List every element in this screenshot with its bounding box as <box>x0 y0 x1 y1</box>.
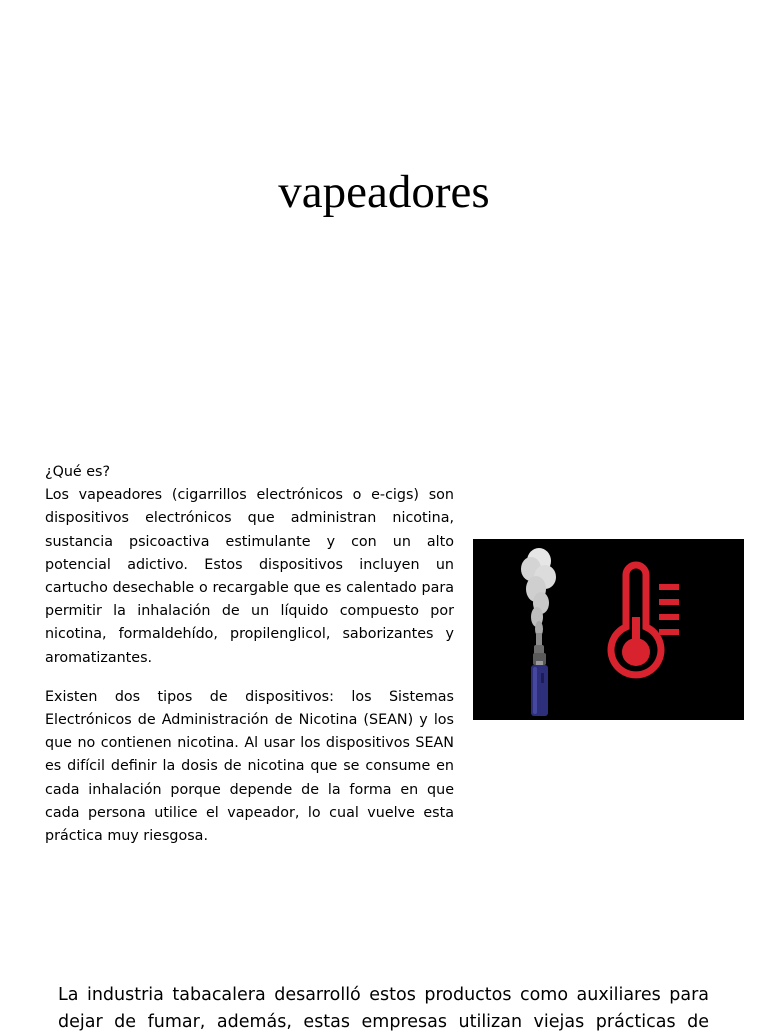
thermometer-icon <box>611 565 679 675</box>
vape-illustration <box>473 539 744 720</box>
question-heading: ¿Qué es? <box>45 464 111 480</box>
page-title: vapeadores <box>278 166 490 218</box>
paragraph-device-types: Existen dos tipos de dispositivos: los Sistemas Electrónicos de Administración de Nicotina (SEAN) y los que no contienen nicotina. Al usar los dispositivos SEAN es difícil definir la dosis de nicotina que se consume en cada inhalación porque depende de la forma en que cada persona utilice el vapeador, lo cual vuelve esta práctica muy riesgosa. <box>45 688 454 845</box>
vapor-cloud-icon <box>521 548 556 637</box>
main-text-column <box>45 461 454 848</box>
bottom-paragraph: La industria tabacalera desarrolló estos productos como auxiliares para dejar de fumar, además, estas empresas utilizan viejas prácticas de <box>58 985 709 1032</box>
paragraph-definition: Los vapeadores (cigarrillos electrónicos o e-cigs) son dispositivos electrónicos que administran nicotina, sustancia psicoactiva estimulante y con un alto potencial adictivo. Estos dispositivos incluyen un cartucho desechable o recargable que es calentado para permitir la inhalación de un líquido compuesto por nicotina, formaldehído, propilenglicol, saborizantes y aromatizantes. <box>45 487 454 666</box>
vape-device-icon <box>531 633 548 716</box>
